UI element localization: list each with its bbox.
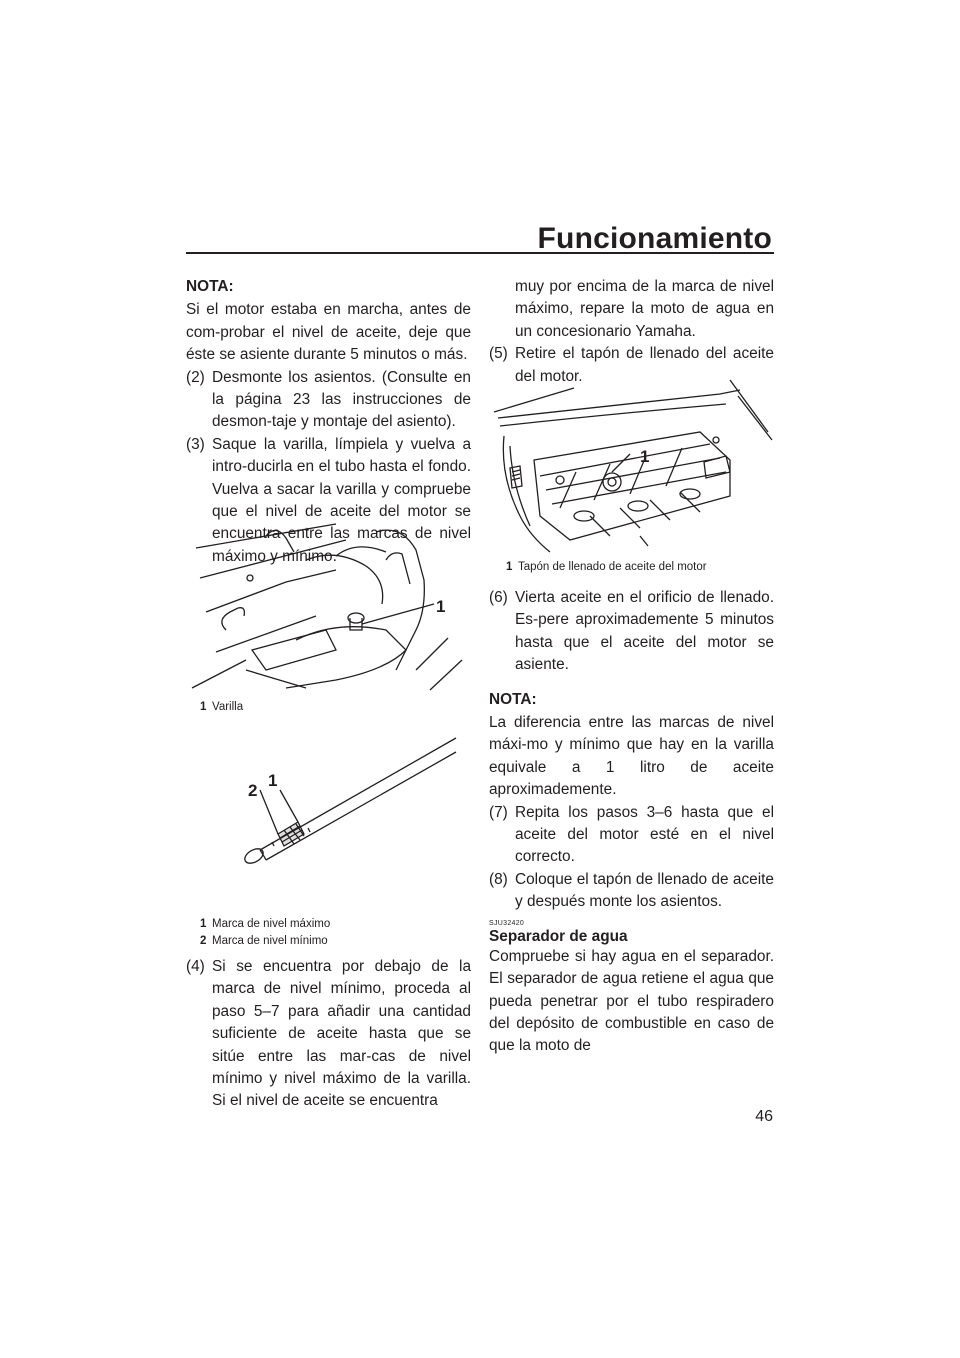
step-text: Retire el tapón de llenado del aceite del motor. xyxy=(515,345,774,385)
figure-caption xyxy=(506,559,774,576)
figure-dipstick-location xyxy=(186,520,471,692)
step-text: Saque la varilla, límpiela y vuelva a intro-ducirla en el tubo hasta el fondo. Vuelva a sacar la varilla y compruebe que el nivel de aceite del motor se encuentra entre las marcas de nivel máximo y mínimo. xyxy=(212,435,471,565)
step-text: Si se encuentra por debajo de la marca de nivel mínimo, proceda al paso 5–7 para añadir una cantidad suficiente de aceite hasta que se sitúe entre las mar-cas de nivel mínimo y nivel máximo de la varilla. Si el nivel de aceite se encuentra xyxy=(212,958,471,1110)
left-column-bottom xyxy=(186,956,471,1113)
step-text: Vierta aceite en el orificio de llenado. Es-pere aproximademente 5 minutos hasta que el aceite del motor se asiente. xyxy=(515,589,774,674)
caption-text: Varilla xyxy=(212,701,244,713)
header-rule xyxy=(186,252,774,254)
step-text: Desmonte los asientos. (Consulte en la página 23 las instrucciones de desmon-taje y montaje del asiento). xyxy=(212,368,471,431)
caption-text: Tapón de llenado de aceite del motor xyxy=(518,561,707,573)
figure-dipstick-marks xyxy=(220,730,460,866)
step-number: (5) xyxy=(489,345,508,363)
step-number: (4) xyxy=(186,958,205,975)
step-2 xyxy=(186,367,471,434)
figure-callout-1: 1 xyxy=(436,597,446,616)
nota-text: Si el motor estaba en marcha, antes de com-probar el nivel de aceite, deje que éste se asiente durante 5 minutos o más. xyxy=(186,301,471,364)
dipstick-marks-illustration xyxy=(220,730,460,866)
figure-callout-2: 2 xyxy=(248,781,258,800)
page-number: 46 xyxy=(755,1108,773,1125)
figure-oil-filler-cap xyxy=(490,376,774,554)
caption-text: Marca de nivel máximo xyxy=(212,918,331,930)
dipstick-location-illustration xyxy=(186,520,471,692)
caption-number: 1 xyxy=(506,561,513,573)
figure-captions xyxy=(200,916,470,950)
step-number: (6) xyxy=(489,589,508,606)
right-column-bottom xyxy=(489,587,774,1058)
step-number: (3) xyxy=(186,435,205,453)
figure-callout-1: 1 xyxy=(640,447,650,466)
caption-number: 1 xyxy=(200,701,207,713)
step-number: (8) xyxy=(489,870,508,888)
step-number: (7) xyxy=(489,803,508,821)
nota-text: La diferencia entre las marcas de nivel máxi-mo y mínimo que hay en la varilla equivale a 1 litro de aceite aproximademente. xyxy=(489,714,774,799)
nota-label: NOTA: xyxy=(186,278,234,295)
step-8 xyxy=(489,869,774,914)
section-title: Separador de agua xyxy=(489,927,628,945)
section-text: Compruebe si hay agua en el separador. El separador de agua retiene el agua que pueda penetrar por el tubo respiradero del depósito de combustible en caso de que la moto de xyxy=(489,947,774,1055)
figure-caption xyxy=(200,916,470,933)
step-6 xyxy=(489,587,774,677)
nota-label: NOTA: xyxy=(489,690,537,708)
figure-callout-1: 1 xyxy=(268,771,278,790)
step-7 xyxy=(489,802,774,869)
step-text: Repita los pasos 3–6 hasta que el aceite del motor esté en el nivel correcto. xyxy=(515,803,774,866)
caption-number: 2 xyxy=(200,935,207,947)
step-text: Coloque el tapón de llenado de aceite y después monte los asientos. xyxy=(515,870,774,911)
figure-caption xyxy=(200,933,470,950)
step-4-continued: muy por encima de la marca de nivel máximo, repare la moto de agua en un concesionario Yamaha. xyxy=(515,278,774,340)
figure-caption xyxy=(200,699,470,716)
page-header-title: Funcionamiento xyxy=(537,222,772,255)
step-number: (2) xyxy=(186,368,205,386)
oil-filler-cap-illustration xyxy=(490,376,774,554)
section-code: SJU32420 xyxy=(489,919,525,927)
caption-number: 1 xyxy=(200,918,207,930)
step-4 xyxy=(186,956,471,1113)
right-column-top xyxy=(489,276,774,388)
caption-text: Marca de nivel mínimo xyxy=(212,935,328,947)
